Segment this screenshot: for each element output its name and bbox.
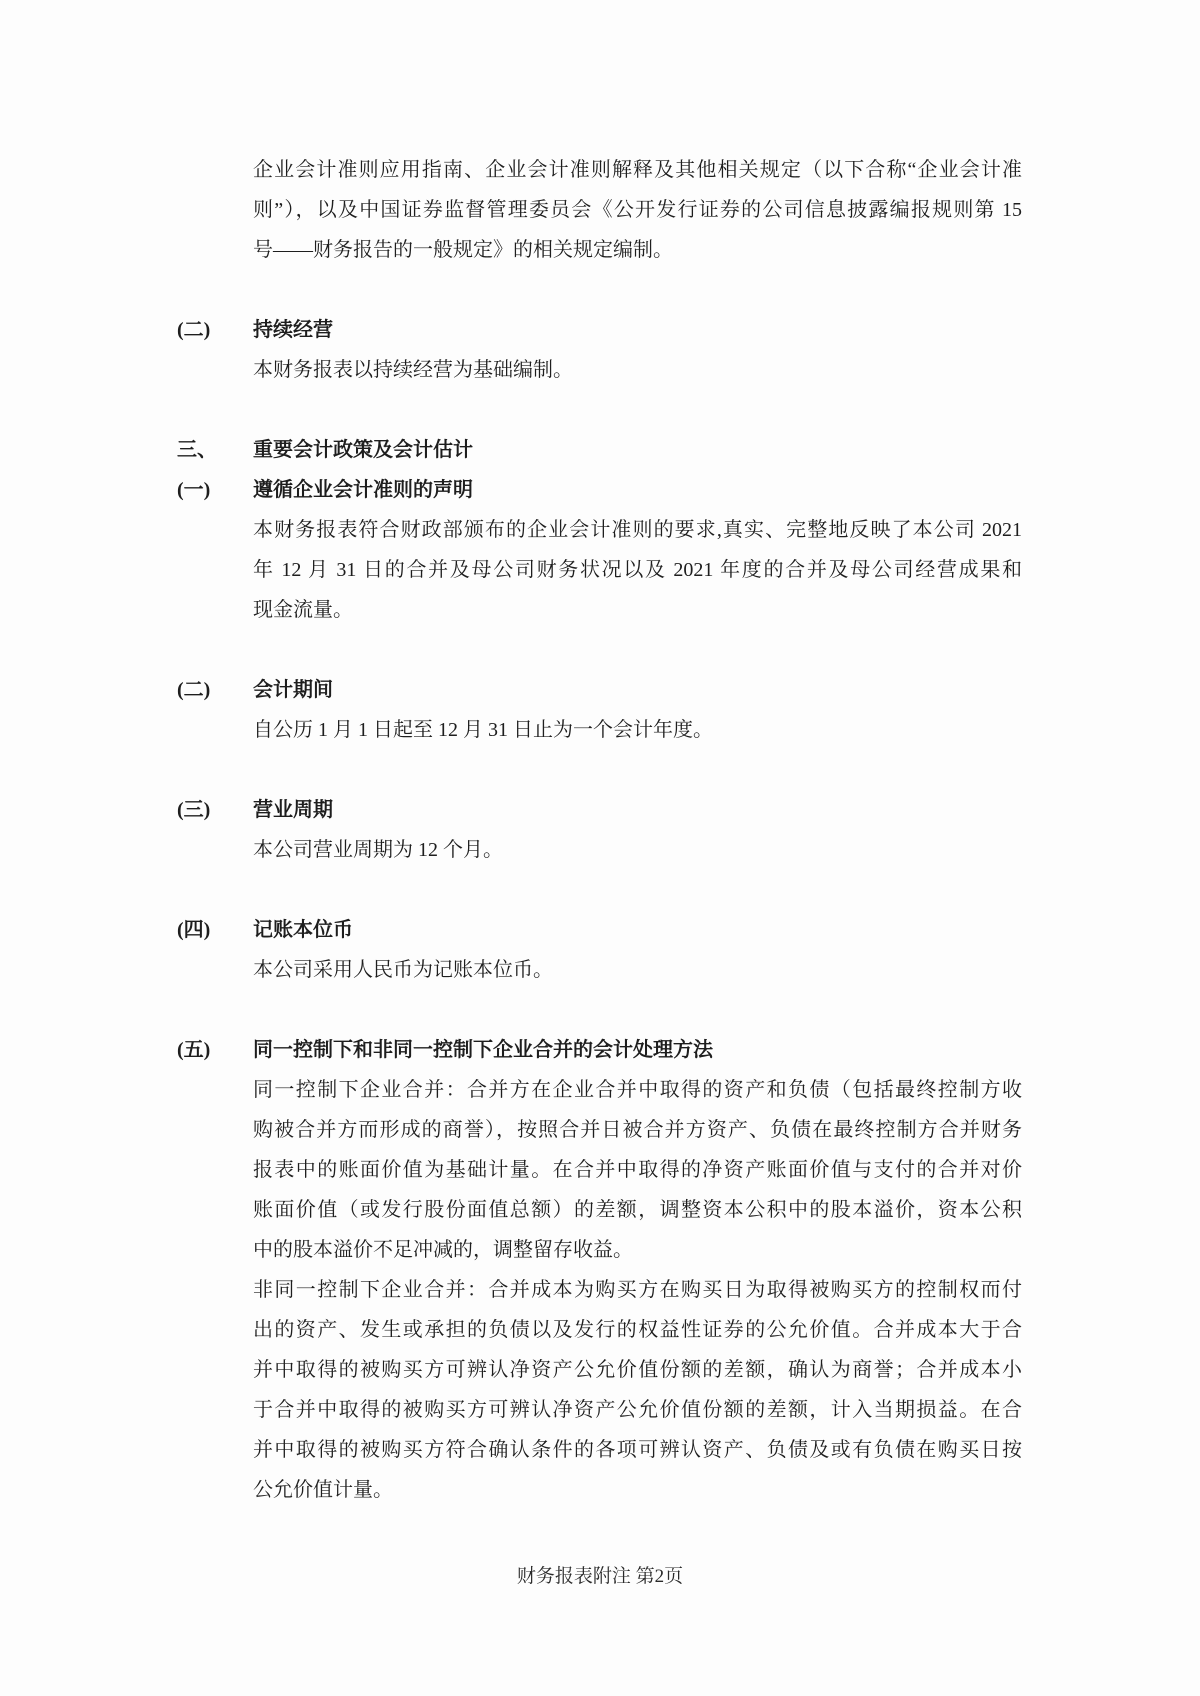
section-paragraph [253,1070,1022,1270]
text-line: 并中取得的被购买方可辨认净资产公允价值份额的差额，确认为商誉；合并成本小 [253,1359,1022,1381]
section-number: (二) [177,319,211,341]
text-line: 于合并中取得的被购买方可辨认净资产公允价值份额的差额，计入当期损益。在合 [253,1399,1022,1421]
section-paragraph [253,830,1022,870]
text-line: 本财务报表以持续经营为基础编制。 [253,359,573,381]
section-number: (二) [177,679,211,701]
section-going-concern [177,310,1022,390]
intro-paragraph [253,150,1022,270]
section-title: 遵循企业会计准则的声明 [253,479,473,501]
text-line: 本公司营业周期为 12 个月。 [253,839,503,861]
text-line: 出的资产、发生或承担的负债以及发行的权益性证券的公允价值。合并成本大于合 [253,1319,1022,1341]
section-title: 同一控制下和非同一控制下企业合并的会计处理方法 [253,1039,713,1061]
text-line: 非同一控制下企业合并：合并成本为购买方在购买日为取得被购买方的控制权而付 [253,1279,1022,1301]
text-line: 企业会计准则应用指南、企业会计准则解释及其他相关规定（以下合称“企业会计准 [253,159,1022,181]
section-accounting-period [177,670,1022,750]
page-footer: 财务报表附注 第2页 [516,1566,684,1587]
section-number-spacer [177,150,253,270]
text-line: 同一控制下企业合并：合并方在企业合并中取得的资产和负债（包括最终控制方收 [253,1079,1022,1101]
section-functional-currency [177,910,1022,990]
section-significant-accounting-policies [177,430,1022,470]
intro-paragraph-row [177,150,1022,270]
section-operating-cycle [177,790,1022,870]
text-line: 并中取得的被购买方符合确认条件的各项可辨认资产、负债及或有负债在购买日按 [253,1439,1022,1461]
text-line: 自公历 1 月 1 日起至 12 月 31 日止为一个会计年度。 [253,719,713,741]
text-line: 本财务报表符合财政部颁布的企业会计准则的要求,真实、完整地反映了本公司 2021 [253,519,1022,541]
section-title: 记账本位币 [253,919,353,941]
text-line: 号——财务报告的一般规定》的相关规定编制。 [253,239,673,261]
section-paragraph [253,350,1022,390]
text-line: 报表中的账面价值为基础计量。在合并中取得的净资产账面价值与支付的合并对价 [253,1159,1022,1181]
section-paragraph [253,710,1022,750]
section-paragraph [253,1270,1022,1510]
text-line: 账面价值（或发行股份面值总额）的差额，调整资本公积中的股本溢价，资本公积 [253,1199,1022,1221]
text-line: 现金流量。 [253,599,353,621]
section-number: 三、 [177,439,217,461]
section-title: 重要会计政策及会计估计 [253,439,473,461]
section-business-combinations [177,1030,1022,1510]
section-title: 营业周期 [253,799,333,821]
section-paragraph [253,510,1022,630]
text-line: 则”），以及中国证券监督管理委员会《公开发行证券的公司信息披露编报规则第 15 [253,199,1022,221]
text-line: 公允价值计量。 [253,1479,393,1501]
section-number: (四) [177,919,211,941]
text-line: 本公司采用人民币为记账本位币。 [253,959,553,981]
section-number: (五) [177,1039,211,1061]
text-line: 中的股本溢价不足冲减的，调整留存收益。 [253,1239,633,1261]
section-title: 会计期间 [253,679,333,701]
section-number: (一) [177,479,211,501]
document-body [177,150,1022,1510]
section-number: (三) [177,799,211,821]
section-title: 持续经营 [253,319,333,341]
text-line: 购被合并方而形成的商誉），按照合并日被合并方资产、负债在最终控制方合并财务 [253,1119,1022,1141]
text-line: 年 12 月 31 日的合并及母公司财务状况以及 2021 年度的合并及母公司经营成果和 [253,559,1022,581]
section-compliance-statement [177,470,1022,630]
section-paragraph [253,950,1022,990]
